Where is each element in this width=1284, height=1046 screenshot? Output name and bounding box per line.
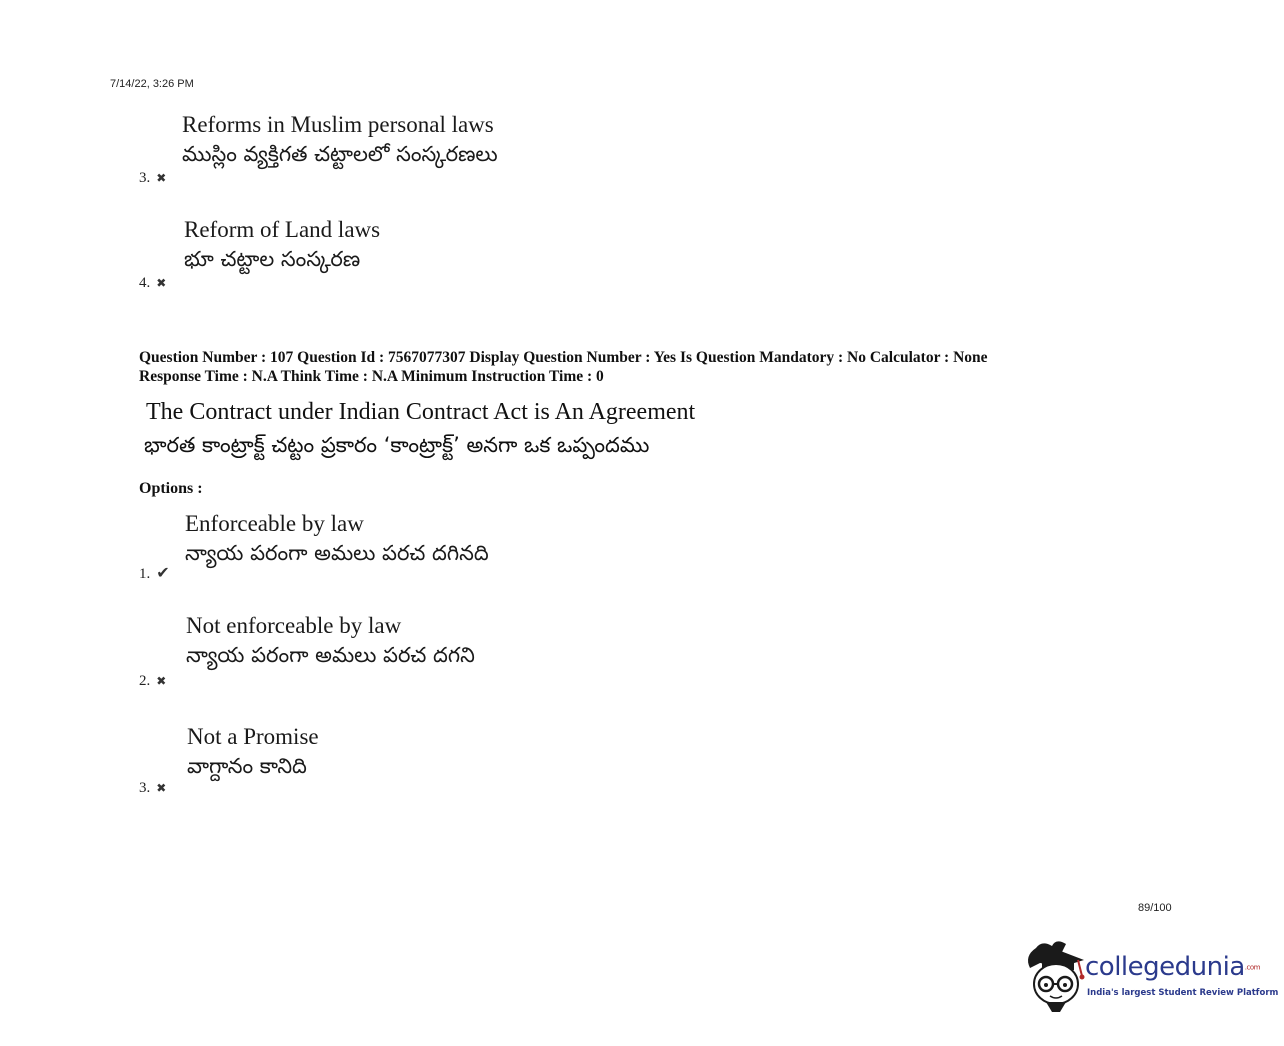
option-number: 1. bbox=[139, 566, 151, 582]
cross-icon: ✖ bbox=[156, 674, 167, 688]
print-timestamp: 7/14/22, 3:26 PM bbox=[110, 78, 194, 90]
option-2-marker bbox=[139, 673, 166, 690]
prev-option-3-marker bbox=[139, 170, 166, 187]
question-meta bbox=[139, 348, 988, 386]
logo-name: collegedunia bbox=[1085, 952, 1245, 982]
options-label: Options : bbox=[139, 480, 203, 497]
question-meta-line-1: Question Number : 107 Question Id : 7567077307 Display Question Number : Yes Is Question Mandatory : No Calculator : None bbox=[139, 349, 988, 366]
prev-option-3-english: Reforms in Muslim personal laws bbox=[182, 112, 494, 137]
option-number: 3. bbox=[139, 780, 151, 796]
question-meta-line-2: Response Time : N.A Think Time : N.A Minimum Instruction Time : 0 bbox=[139, 368, 604, 385]
page-number: 89/100 bbox=[1138, 902, 1172, 914]
check-icon: ✔ bbox=[156, 563, 170, 582]
option-number: 3. bbox=[139, 170, 151, 186]
option-number: 4. bbox=[139, 275, 151, 291]
option-2-telugu: న్యాయ పరంగా అమలు పరచ దగని bbox=[186, 643, 475, 667]
question-text-english: The Contract under Indian Contract Act is An Agreement bbox=[146, 399, 696, 425]
logo-suffix: .com bbox=[1244, 963, 1260, 972]
option-1-telugu: న్యాయ పరంగా అమలు పరచ దగినది bbox=[185, 541, 489, 565]
cross-icon: ✖ bbox=[156, 781, 167, 795]
prev-option-4-english: Reform of Land laws bbox=[184, 217, 381, 242]
option-1-english: Enforceable by law bbox=[185, 511, 364, 536]
prev-option-4-marker bbox=[139, 275, 166, 292]
option-3-english: Not a Promise bbox=[187, 724, 319, 749]
question-text-telugu: భారత కాంట్రాక్ట్ చట్టం ప్రకారం ‘కాంట్రాక్ట్’ అనగా ఒక ఒప్పందము bbox=[144, 433, 650, 457]
prev-option-3-telugu: ముస్లిం వ్యక్తిగత చట్టాలలో సంస్కరణలు bbox=[182, 142, 498, 166]
prev-option-4-telugu: భూ చట్టాల సంస్కరణ bbox=[184, 247, 361, 271]
option-2-english: Not enforceable by law bbox=[186, 613, 402, 638]
option-3-marker bbox=[139, 780, 166, 797]
cross-icon: ✖ bbox=[156, 171, 167, 185]
cross-icon: ✖ bbox=[156, 276, 167, 290]
option-1-marker bbox=[139, 563, 170, 583]
logo-tagline: India's largest Student Review Platform bbox=[1087, 988, 1279, 998]
collegedunia-logo-text bbox=[1085, 952, 1260, 982]
option-3-telugu: వాగ్దానం కానిది bbox=[187, 754, 307, 778]
option-number: 2. bbox=[139, 673, 151, 689]
